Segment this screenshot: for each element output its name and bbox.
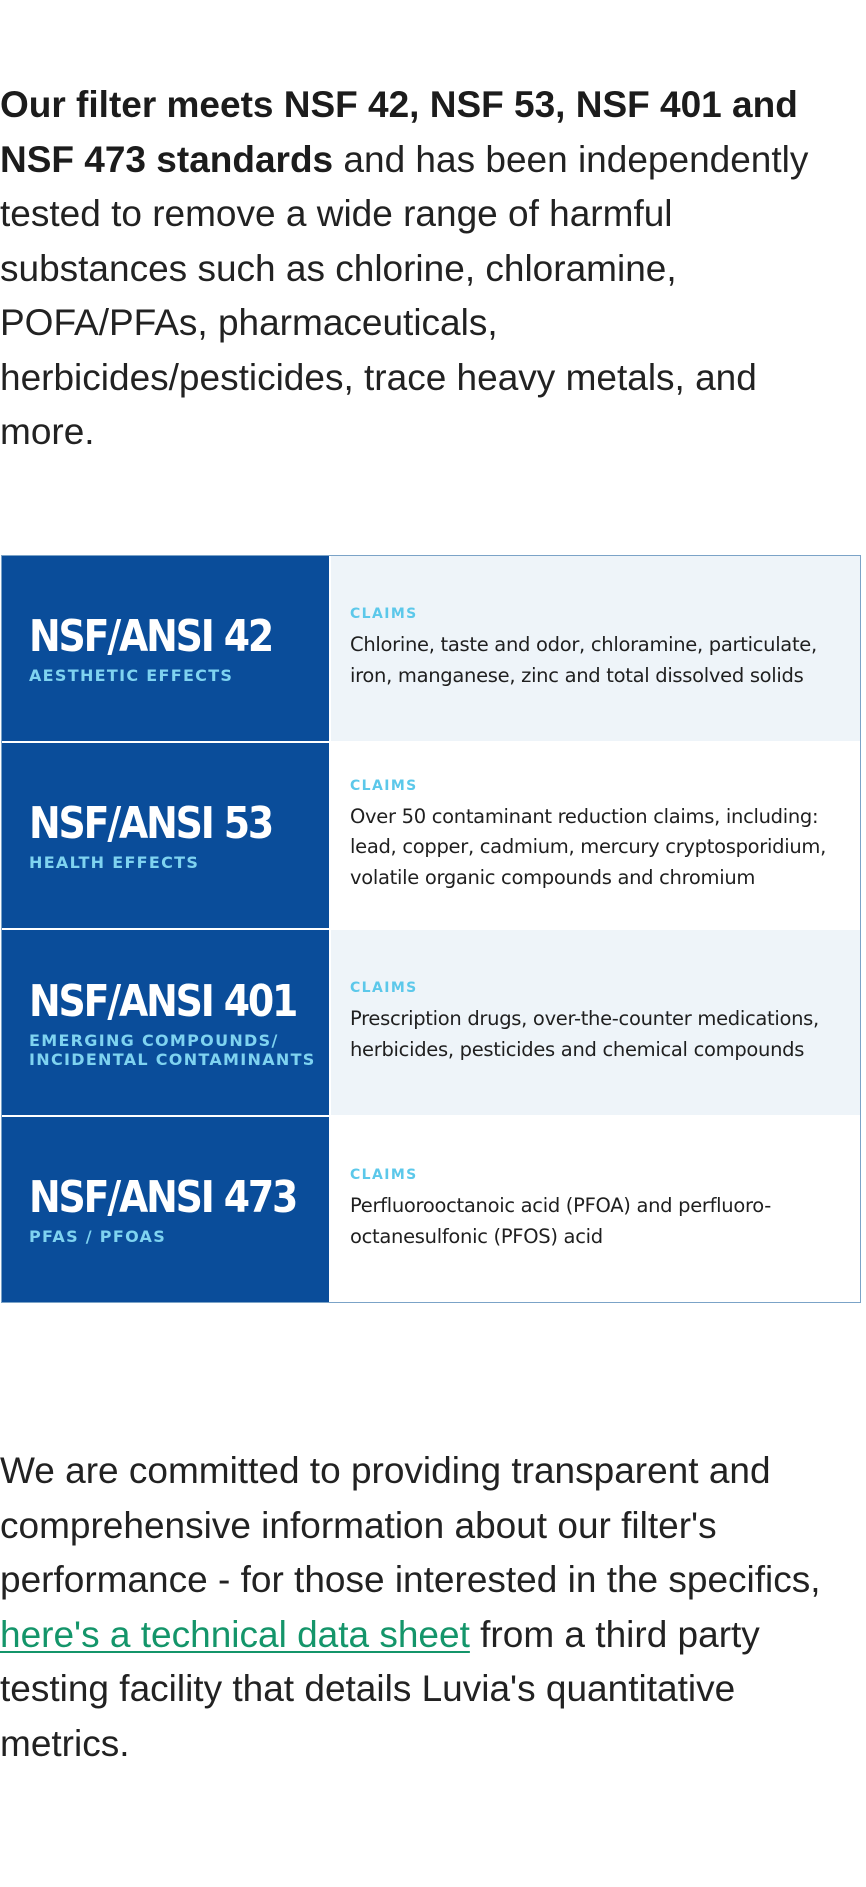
nsf-standard-category: AESTHETIC EFFECTS [29,666,234,685]
intro-bold-statement: Our filter meets NSF 42, NSF 53, NSF 401 and NSF 473 standards [0,84,798,180]
intro-paragraph [0,78,850,460]
nsf-claims-cell [331,556,860,741]
nsf-standard-category [29,1031,329,1069]
claims-text: Chlorine, taste and odor, chloramine, particulate, iron, manganese, zinc and total dissolved solids [350,633,817,687]
nsf-category-line: EMERGING COMPOUNDS/ [29,1030,279,1050]
nsf-claims-cell [331,1117,860,1302]
outro-paragraph [0,1444,850,1771]
nsf-standard-badge [2,556,331,741]
intro-rest: and has been independently tested to remove a wide range of harmful substances such as chlorine, chloramine, POFA/PFAs, pharmaceuticals, herbicides/pesticides, trace heavy metals, and more. [0,138,809,452]
claims-text [350,1191,846,1252]
nsf-standard-badge [2,930,331,1115]
claims-line: octanesulfonic (PFOS) acid [350,1224,603,1248]
nsf-standard-badge [2,743,331,928]
nsf-row-473 [2,1117,860,1302]
claims-label: CLAIMS [350,980,418,996]
nsf-standard-code: NSF/ANSI 401 [29,975,297,1027]
nsf-standard-code: NSF/ANSI 53 [29,798,273,849]
claims-line: Perfluorooctanoic acid (PFOA) and perfluoro- [350,1194,772,1217]
nsf-claims-cell [331,743,860,928]
nsf-standard-category: HEALTH EFFECTS [29,853,200,872]
technical-data-sheet-link[interactable]: here's a technical data sheet [0,1613,470,1655]
claims-label: CLAIMS [350,606,418,622]
nsf-standard-category: PFAS / PFOAS [29,1227,167,1246]
nsf-row-401 [2,930,860,1117]
nsf-category-line: INCIDENTAL CONTAMINANTS [29,1049,316,1069]
outro-text-before: We are committed to providing transparent and comprehensive information about our filter's performance - for those interested in the specifics, [0,1450,821,1600]
nsf-row-53 [2,743,860,930]
claims-text: Over 50 contaminant reduction claims, including: lead, copper, cadmium, mercury cryptosporidium, volatile organic compounds and chromium [350,804,826,889]
nsf-standards-table [1,555,861,1303]
nsf-standard-code: NSF/ANSI 42 [29,611,273,662]
nsf-standard-badge [2,1117,331,1302]
claims-text: Prescription drugs, over-the-counter medications, herbicides, pesticides and chemical compounds [350,1007,819,1061]
nsf-claims-cell [331,930,860,1115]
claims-label: CLAIMS [350,777,418,794]
outro-text-after: from a third party testing facility that details Luvia's quantitative metrics. [0,1613,760,1764]
nsf-standard-code: NSF/ANSI 473 [29,1172,297,1223]
claims-label: CLAIMS [350,1167,418,1183]
nsf-row-42 [2,556,860,743]
